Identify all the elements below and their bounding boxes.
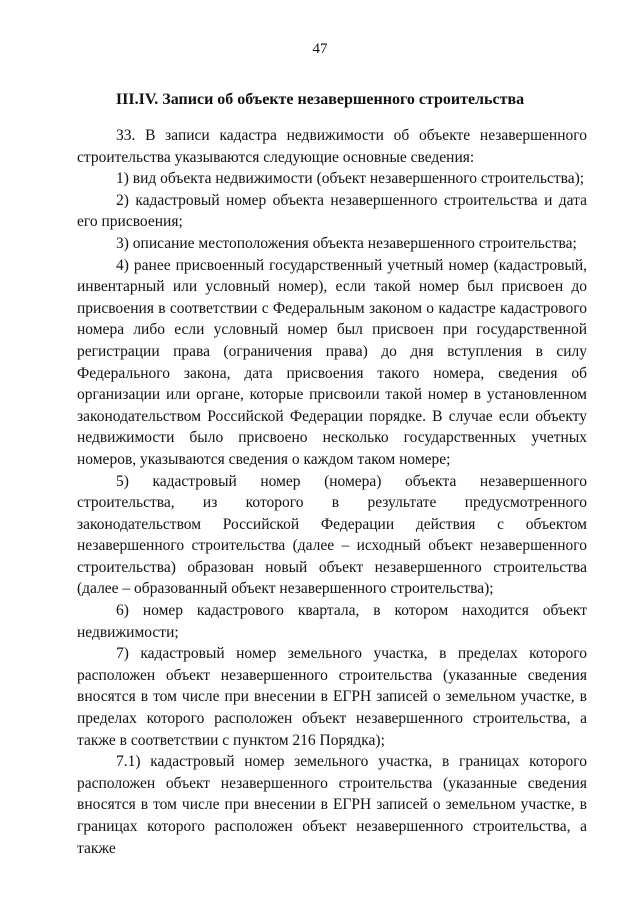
paragraph-33: 33. В записи кадастра недвижимости об объекте незавершенного строительства указываются следующие основные сведения: <box>77 127 587 166</box>
paragraph-item-4: 4) ранее присвоенный государственный учетный номер (кадастровый, инвентарный или условный номер), если такой номер был присвоен до присвоения в соответствии с Федеральным законом о кадастре кадастрового номера либо если условный номер был присвоен при государственной регистрации права (ограничения права) до дня вступления в силу Федерального закона, дата присвоения такого номера, сведения об организации или органе, которые присвоили такой номер в установленном законодательством Российской Федерации порядке. В случае если объекту недвижимости было присвоено несколько государственных учетных номеров, указываются сведения о каждом таком номере; <box>77 256 587 468</box>
paragraph-item-3: 3) описание местоположения объекта незавершенного строительства; <box>116 234 577 252</box>
paragraph-item-5: 5) кадастровый номер (номера) объекта незавершенного строительства, из которого в результате предусмотренного законодательством Российской Федерации действия с объектом незавершенного строительства (далее – исходный объект незавершенного строительства) образован новый объект незавершенного строительства (далее – образованный объект незавершенного строительства); <box>77 472 587 598</box>
section-title: III.IV. Записи об объекте незавершенного строительства <box>115 91 525 108</box>
page-number: 47 <box>312 41 328 57</box>
paragraph-item-7-1: 7.1) кадастровый номер земельного участка, в границах которого расположен объект незавершенного строительства (указанные сведения вносятся в том числе при внесении в ЕГРН записей о земельном участке, в границах которого расположен объект незавершенного строительства, а также <box>77 753 587 857</box>
paragraph-item-7: 7) кадастровый номер земельного участка, в пределах которого расположен объект незавершенного строительства (указанные сведения вносятся в том числе при внесении в ЕГРН записей о земельном участке, в пределах которого расположен объект незавершенного строительства, а также в соответствии с пунктом 216 Порядка); <box>77 645 587 749</box>
paragraph-item-1: 1) вид объекта недвижимости (объект незавершенного строительства); <box>116 170 585 188</box>
paragraph-item-6: 6) номер кадастрового квартала, в котором находится объект недвижимости; <box>77 602 587 641</box>
document-body <box>77 125 587 859</box>
paragraph-item-2: 2) кадастровый номер объекта незавершенного строительства и дата его присвоения; <box>77 191 587 231</box>
